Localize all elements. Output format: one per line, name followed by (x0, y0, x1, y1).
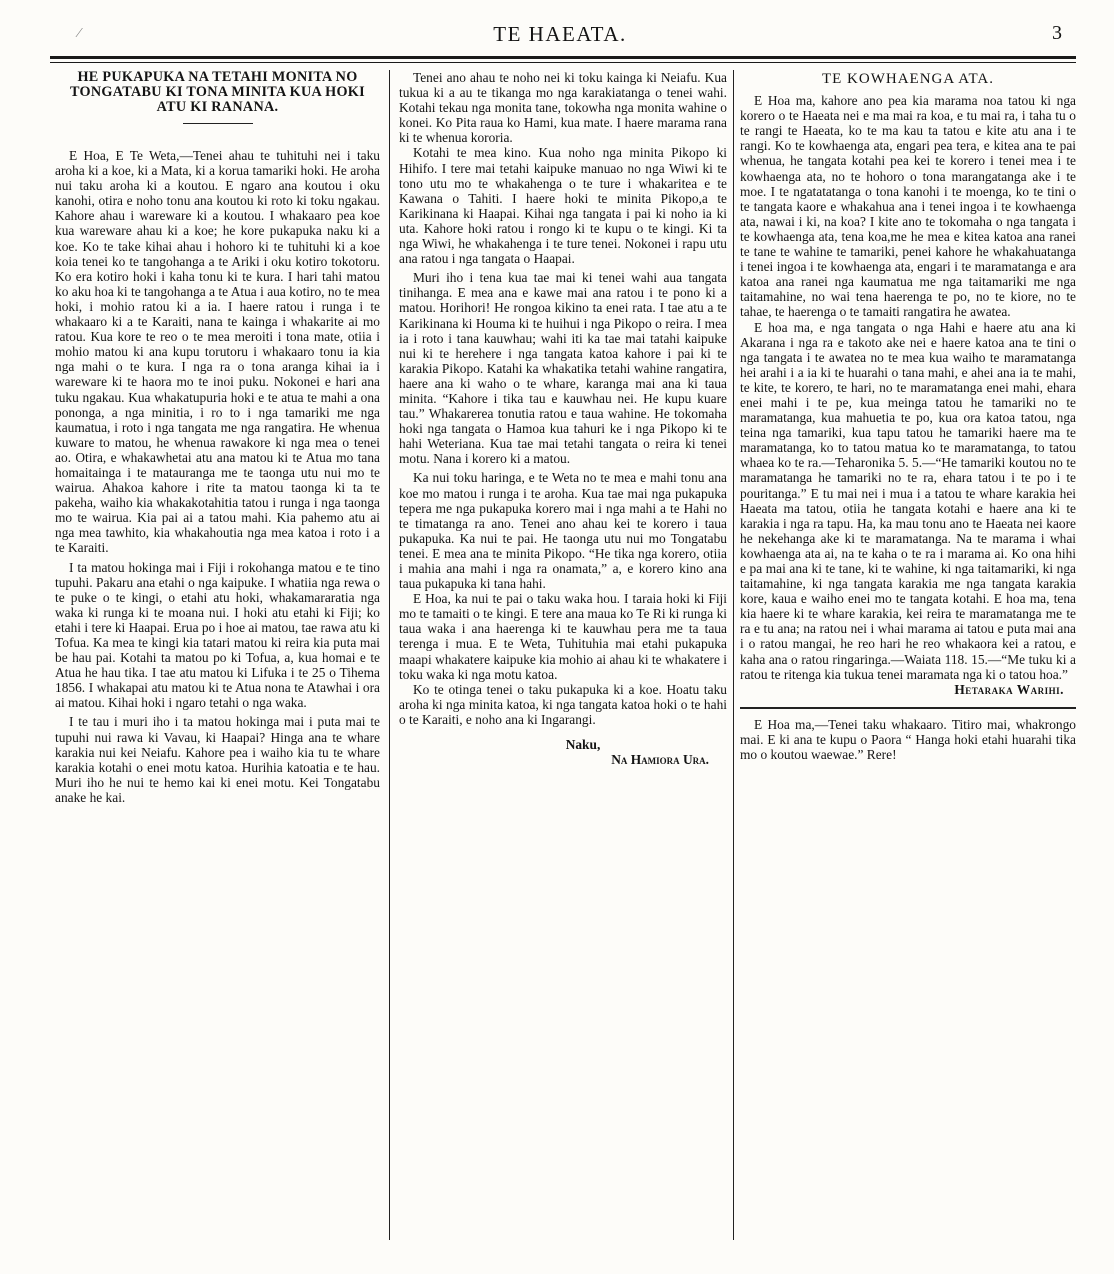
paragraph: E Hoa ma, kahore ano pea kia marama noa tatou ki nga korero o te Haeata nei e ma mai ra koa, e tu mai ra, i taha tu o te rangi te Haeata, ko te ma kau ta tatou e kite atu ana i te rangi. Ko te kowhaenga ata, engari pea tera, e kitea ana te pai whenua, he tangata kotahi pea kei te korero i tenei mea i te kowhaenga ata, no te hohoro o tona marangatanga ake i te moe. I te ngatatatanga o tona kanohi i te moenga, ko te tini o te tangata kaore e whakahua ana i tenei ingoa i te kowhaenga ata, nawai i ki, na koa? I kite ano te tokomaha o nga tangata i te kowhaenga ata, tena koa,me he mea e kitea katoa ana ranei te tane te wahine te tamariki, penei kahore he whakahuatanga i tenei ingoa i te kowhaenga ata, engari i te maramatanga e ara katoa ana ranei nga kaumatua me nga taitamariki me nga taitamahine, no wai tena haerenga te po, no te kiore, no te tahae, te haerenga o te tamaiti rangatira he awatea. (740, 93, 1076, 320)
newspaper-title: TE HAEATA. (493, 22, 627, 46)
paragraph: E Hoa, E Te Weta,—Tenei ahau te tuhituhi nei i taku aroha ki a koe, ki a Mata, ki a korua tamariki hoki. He aroha nui taku aroha ki a koutou. E ngaro ana koutou i oku kanohi, otira e noho tonu ana koutou ki roto ki toku ngakau. Kahore ahau i wareware ki a koutou. I whakaaro pea koe kua wareware ahau ki a koe; he kore pukapuka naku ki a koe. Ko te take kihai ahau i hohoro ki te tuhituhi ki a koe koia tenei ko te tangohanga a te Ariki i oku kotiro tokotoru. Ko era kotiro hoki i kaha tonu ki te kura. I hari tahi matou ko aku hoa ki te tangohanga a te Atua i aua kotiro, no te mea hoki, i mohio ratou ki a ia. I haere ratou i runga i te whakaaro ki a te Karaiti, nana te kainga i whakarite ai mo ratou. Kua kore te reo o te mea meroiti i tona mate, otiia i mohio matou ki ana kupu torutoru i whakaaro tonu ia kia nga mahi o te kura. I nga ra o tona aranga kihai ia i wareware ki te haora mo te inoi puku. Nokonei e hari ana tuku ngakau. Kua whakatupuria hoki e te atua te mahi a ona pononga, a nga minitia, i ro to i nga tamariki me nga kaumatua, i roto i nga tangata me nga rangatira. He whenua kuware to matou, he whenua rawakore ki nga mea o tenei ao. Otira, e whakawhetai atu ana matou ki te Atua mo tana homaitainga i te matauranga me te taonga utu nui mo te wairua. Ahakoa kahore i rite ta matou taonga ki ta te pakeha, waiho kia whakakotahitia tatou i runga i nga taonga mo te wairua. Kia pai ai a tatou mahi. Kia pahemo atu ai nga mea tawhito, kia whakahoutia nga mea katoa i roto i a te Karaiti. (55, 148, 380, 556)
margin-mark: ⁄ (78, 26, 81, 41)
masthead (50, 22, 1070, 52)
signature-name: Hetaraka Warihi. (954, 681, 1064, 697)
column-2 (399, 70, 727, 1265)
heading-rule (183, 123, 253, 124)
article-heading: TE KOWHAENGA ATA. (821, 71, 995, 87)
page-number: 3 (1052, 22, 1062, 44)
signature-naku: Naku, (565, 737, 601, 753)
signature-name: Na Hamiora Ura. (611, 752, 709, 768)
article-heading: HE PUKAPUKA NA TETAHI MONITA NO TONGATABU KI TONA MINITA KUA HOKI ATU KI RANANA. (70, 70, 365, 115)
paragraph: Tenei ano ahau te noho nei ki toku kainga ki Neiafu. Kua tukua ki a au te tikanga mo nga karakiatanga o tenei wahi. Kotahi tekau nga monita tane, tokowha nga monita wahine o konei. Ko Pita raua ko Hami, kua mate. I haere marama rana ki te whenua kororia. (399, 70, 727, 146)
paragraph: Muri iho i tena kua tae mai ki tenei wahi aua tangata tinihanga. E mea ana e kawe mai ana ratou i te pono ki a matou. Horihori! He rongoa kikino ta enei rata. I tae atu a te Karikinana ki Houma ki te huihui i nga Pikopo o reira. I mea ia i roto i tana kauwhau; wahi iti ka tae mai tatahi kaipuke nui ki te herehere i nga tangata katoa kahore i pai ki te karakia Pikopo. Katahi ka whakatika tetahi wahine rangatira, haere ana ki waho o te whare, karanga mai ana ki taua minita. “Kahore i tika tau e kauwhau nei. He kupu kuare tau.” Whakarerea tonutia ratou e taua wahine. He tokomaha hoki nga tangata o Hamoa kua tahuri ke i nga Pikopo ki te hahi Weteriana. Kua tae mai tetahi tangata o reira ki tenei motu. Nana i korero ki a matou. (399, 270, 727, 467)
column-1 (55, 70, 380, 1265)
paragraph: Ko te otinga tenei o taku pukapuka ki a koe. Hoatu taku aroha ki nga minita katoa, ki nga tangata katoa hoki o te hahi o te Karaiti, e noho ana ki Ingarangi. (399, 681, 727, 727)
masthead-rule-thin (50, 62, 1076, 63)
paragraph: Ka nui toku haringa, e te Weta no te mea e mahi tonu ana koe mo matou i runga i te aroha. Kua tae mai nga pukapuka tepera me nga pukapuka korero mai i nga mahi a te Hahi no te timatanga ra ano. Tenei ano ahau kei te korero i taua pukapuka. Ka nui te pai. He taonga utu nui mo Tongatabu tenei. E mea ana te minita Pikopo. “He tika nga korero, otiia i mahia ana mahi i nga ra onamata,” a, e korero kino ana taua pukapuka ki tana hahi. (399, 470, 727, 592)
column-divider-1 (389, 70, 390, 1240)
paragraph: E Hoa, ka nui te pai o taku waka hou. I taraia hoki ki Fiji mo te tamaiti o te kingi. E tere ana maua ko Te Ri ki runga ki taua waka i ana haerenga ki te kauwhau pera me ta taua terenga i mua. E te Weta, Tuhituhia mai etahi pukapuka maapi whakatere kaipuke kia mohio ai ahau ki te whakatere i toku waka ki nga motu katoa. (399, 591, 727, 682)
column-3 (740, 70, 1076, 1265)
section-rule (740, 707, 1076, 709)
paragraph: Kotahi te mea kino. Kua noho nga minita Pikopo ki Hihifo. I tere mai tetahi kaipuke manuao no nga Wiwi ki te tono utu mo te whakahenga o te ture i whakaritea e te Kawana o Tahiti. I haere hoki te minita Pikopo,a te Karikinana ki Haapai. Kihai nga tangata i pai ki noho ia ki uta. Kahore hoki ratou i rongo ki te kupu o te kingi. Ki ta nga Wiwi, he whakahenga i te ture tenei. Nokonei i rapu utu ana ratou i nga tangata o Haapai. (399, 145, 727, 267)
paragraph: E hoa ma, e nga tangata o nga Hahi e haere atu ana ki Akarana i nga ra e takoto ake nei e haere katoa ana te tini o nga tangata i te awatea no te mea kua waiho te maramatanga hei arahi i a ia ki te huarahi o tana mahi, e ahei ana ia te mahi, te kite, te korero, te hari, no te maramatanga enei mahi, ehara enei mahi i te pe, kua meinga tatou he tamariki no te maramatanga, kua mahuetia te po, kua ora katoa tatou, nga teina nga tamariki, kua tapu tatou he tamariki haere ma te maramatanga, ko to tatou matua ko te maramatanga, to tatou whaea ko te ra.—Teharonika 5. 5.—“He tamariki koutou no te maramatanga he tamariki no te ra, ehara tatou i te po i te pouritanga.” E tu mai nei i mua i a tatou te whare karakia hei Haeata ma tatou, otiia he tangata kotahi e haere ana ki te karakia i nga ra tapu. Ha, ka mau tonu ano te Haeata nei kaore he nekehanga ake ki te maramatanga. Na te marama i whai kowhaenga ata ai, na te kaha o te ra i marama ai. Ko ona hihi e pa mai ana ki te tane, ki te wahine, ki nga taitamariki, ki nga taitamahine, ki nga tangata karakia me nga tangata karakia kore, kaua e waiho enei mo te tangata kotahi. E hoa ma, tena kia haere ki te whare karakia, kei reira te maramatanga me te ra e tu ana; na ratou nei i whai marama ai tatou e puta mai ana i o ratou mangai, he reo hari he reo whakaora kei a ratou, e kaha ana o ratou ringaringa.—Waiata 118. 15.—“Me tuku ki a ratou te ritenga kia tukua tenei maramata nga ki o tatou hoa.” (740, 319, 1076, 682)
column-divider-2 (733, 70, 734, 1240)
masthead-rule-thick (50, 56, 1076, 59)
paragraph: E Hoa ma,—Tenei taku whakaaro. Titiro mai, whakrongo mai. E ki ana te kupu o Paora “ Hanga hoki etahi huarahi tika mo o koutou waewae.” Rere! (740, 716, 1076, 763)
paragraph: I ta matou hokinga mai i Fiji i rokohanga matou e te tino tupuhi. Pakaru ana etahi o nga kaipuke. I whatiia nga rewa o te puke o te kingi, o etahi atu hoki, whakamararatia nga waka ki runga ki te moana nui. I hoki atu etahi ki Fiji; ko etahi i tere ki Haapai. Erua po i hoe ai matou, tae rawa atu ki Tofua. Ka mea te kingi kia tatari matou ki reira kia puta mai be hau pai. Kotahi ta matou po ki Tofua, a, kua homai e te Atua he hau tika. I tae atu matou ki Lifuka i te 25 o Tihema 1856. I whakapai atu matou ki te Atua nona te Atawhai i ora ai matou. Kihai hoki i ngaro tetahi o nga waka. (55, 559, 380, 711)
paragraph: I te tau i muri iho i ta matou hokinga mai i puta mai te tupuhi nui rawa ki Vavau, ki Haapai? Hinga ana te whare karakia nui kei Neiafu. Kahore pea i waiho kia tu te whare karakia kotahi o enei motu katoa. Hurihia katoatia e te hau. Muri iho he nui te hemo kai ki enei motu. Kei Tongatabu anake he kai. (55, 714, 380, 805)
